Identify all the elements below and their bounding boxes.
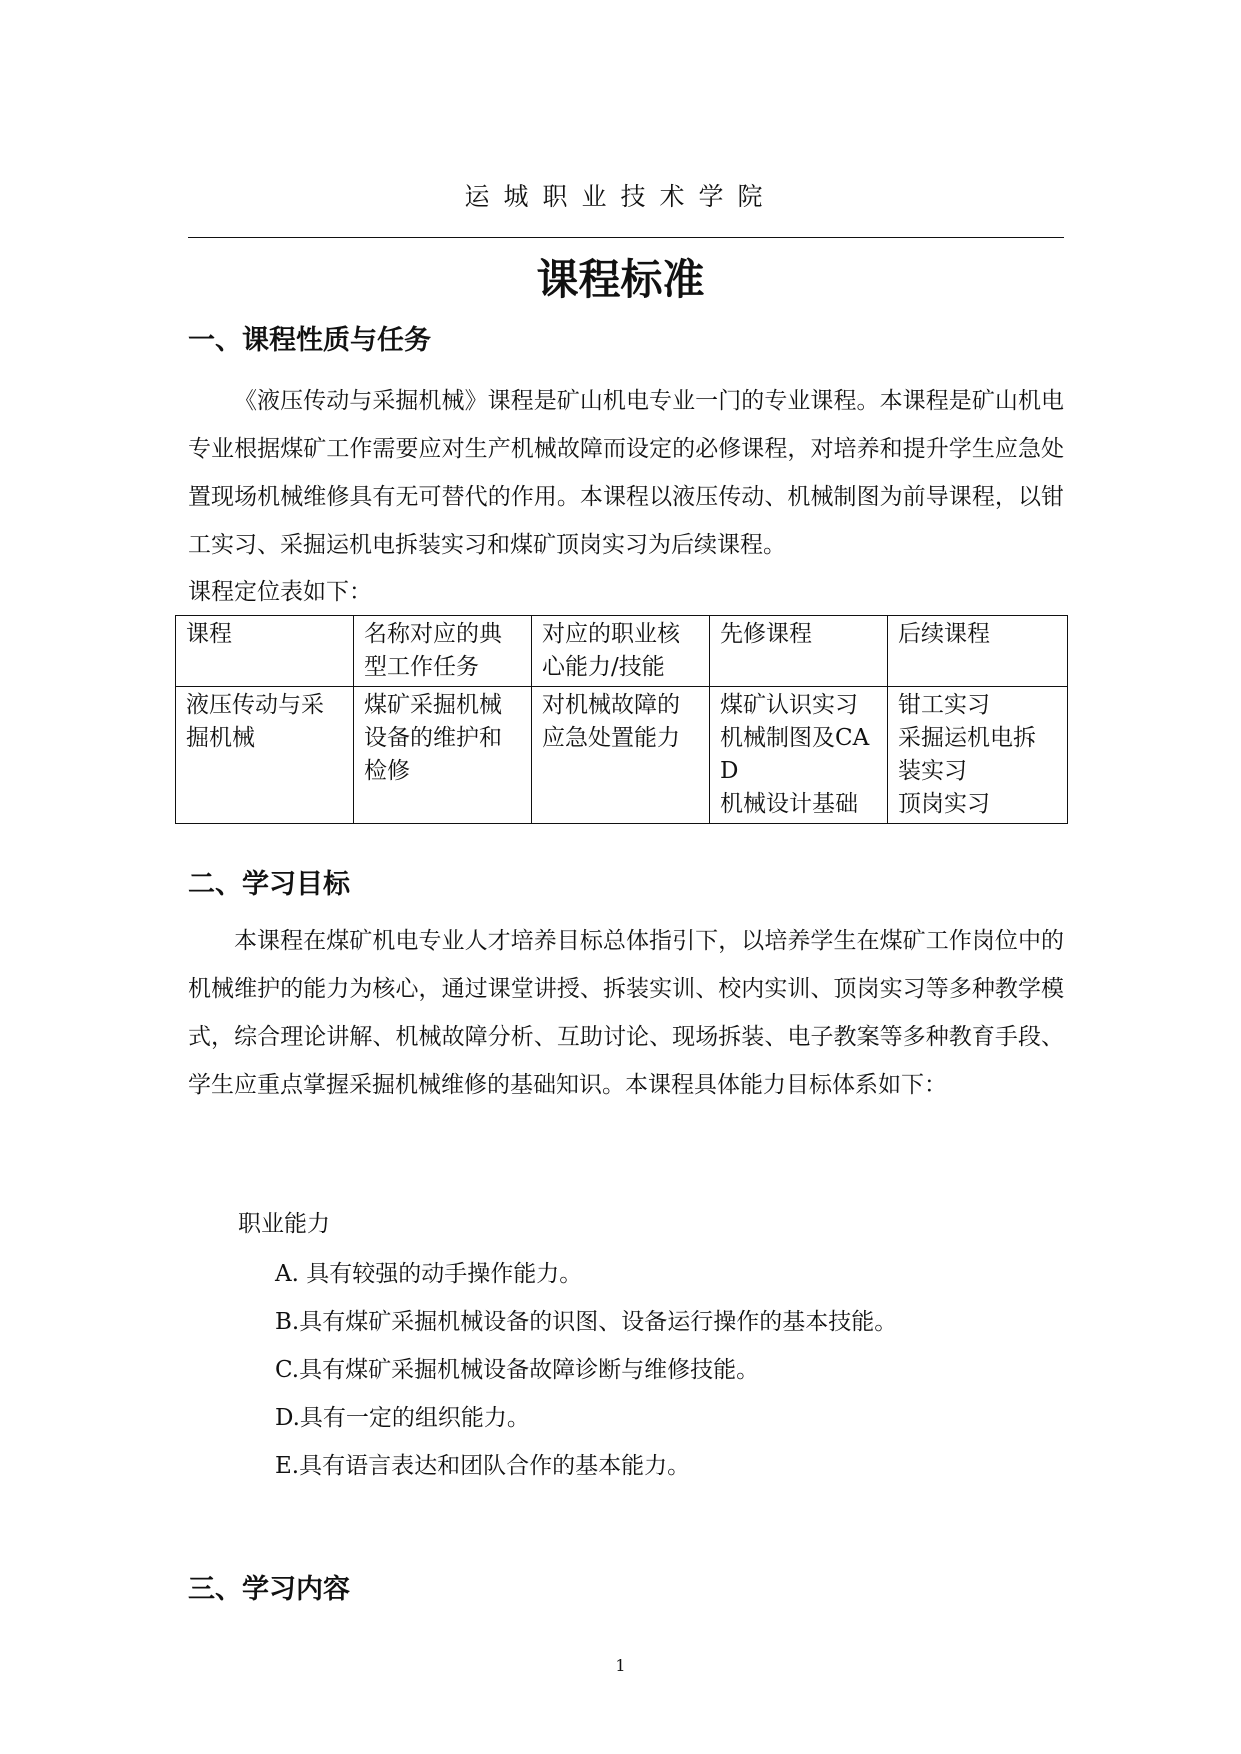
section-paragraph-nature: 《液压传动与采掘机械》课程是矿山机电专业一门的专业课程。本课程是矿山机电专业根据煤矿工作需要应对生产机械故障而设定的必修课程，对培养和提升学生应急处置现场机械维修具有无可替代的作用。本课程以液压传动、机械制图为前导课程，以钳工实习、采掘运机电拆装实习和煤矿顶岗实习为后续课程。 xyxy=(188,388,1064,558)
table-row xyxy=(176,687,1068,824)
table-cell-task: 煤矿采掘机械设备的维护和检修 xyxy=(354,687,532,824)
table-header-cell: 对应的职业核心能力/技能 xyxy=(532,616,710,687)
prereq-item: 机械制图及CAD xyxy=(720,725,870,784)
table-header-row xyxy=(176,616,1068,687)
followup-item: 钳工实习 xyxy=(898,692,990,718)
ability-item: A. 具有较强的动手操作能力。 xyxy=(275,1261,583,1287)
followup-item: 采掘运机电拆装实习 xyxy=(898,725,1036,784)
table-header-cell: 后续课程 xyxy=(888,616,1068,687)
course-position-table xyxy=(175,615,1068,824)
ability-item: C.具有煤矿采掘机械设备故障诊断与维修技能。 xyxy=(275,1357,760,1383)
section-heading-goals: 二、学习目标 xyxy=(188,869,350,900)
ability-item: D.具有一定的组织能力。 xyxy=(275,1405,530,1431)
table-header-cell: 名称对应的典型工作任务 xyxy=(354,616,532,687)
table-header-cell: 课程 xyxy=(176,616,354,687)
document-title: 课程标准 xyxy=(536,255,705,304)
table-cell-followup xyxy=(888,687,1068,824)
prereq-item: 煤矿认识实习 xyxy=(720,692,858,718)
header-divider xyxy=(188,237,1064,238)
section-heading-content: 三、学习内容 xyxy=(188,1574,350,1605)
table-cell-course: 液压传动与采掘机械 xyxy=(176,687,354,824)
table-cell-prereq xyxy=(710,687,888,824)
table-cell-ability: 对机械故障的应急处置能力 xyxy=(532,687,710,824)
ability-label: 职业能力 xyxy=(238,1211,330,1237)
page-number: 1 xyxy=(615,1656,626,1675)
section-paragraph-goals: 本课程在煤矿机电专业人才培养目标总体指引下，以培养学生在煤矿工作岗位中的机械维护的能力为核心，通过课堂讲授、拆装实训、校内实训、顶岗实习等多种教学模式，综合理论讲解、机械故障分析、互助讨论、现场拆装、电子教案等多种教育手段、学生应重点掌握采掘机械维修的基础知识。本课程具体能力目标体系如下： xyxy=(188,928,1064,1098)
table-header-cell: 先修课程 xyxy=(710,616,888,687)
table-intro: 课程定位表如下： xyxy=(188,579,372,605)
institution-name: 运城职业技术学院 xyxy=(464,182,777,211)
followup-item: 顶岗实习 xyxy=(898,791,990,817)
prereq-item: 机械设计基础 xyxy=(720,791,858,817)
section-heading-nature: 一、课程性质与任务 xyxy=(188,325,431,356)
ability-item: E.具有语言表达和团队合作的基本能力。 xyxy=(275,1453,691,1479)
ability-item: B.具有煤矿采掘机械设备的识图、设备运行操作的基本技能。 xyxy=(275,1309,898,1335)
